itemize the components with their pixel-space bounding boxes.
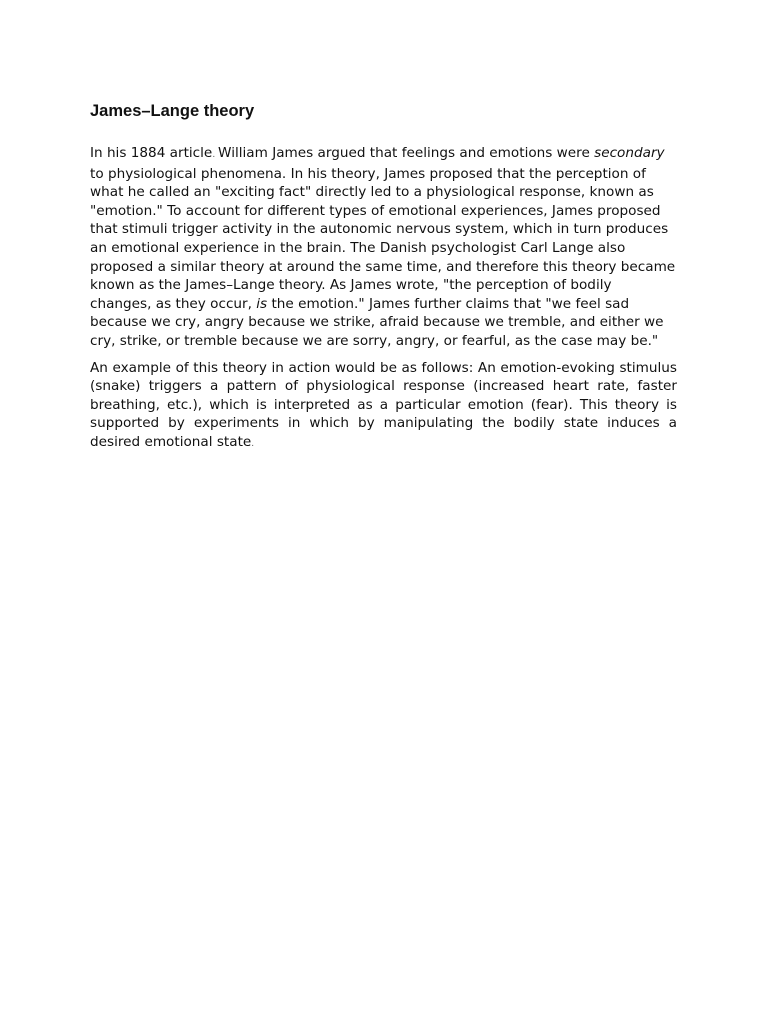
paragraph-2-text: An example of this theory in action would be as follows: An emotion-evoking stimulus (snake) triggers a pattern of physiological response (increased heart rate, faster breathing, etc.), which is interpreted as a particular emotion (fear). This theory is supported by experiments in which by manipulating the bodily state induces a desired emotional state <box>90 359 677 450</box>
paragraph-1-italic-secondary: secondary <box>594 145 665 161</box>
paragraph-1-text-d: the emotion." James further claims that "we feel sad because we cry, angry because we strike, afraid because we tremble, and either we cry, strike, or tremble because we are sorry, angry, or fearful, as the case may be." <box>90 295 664 349</box>
document-body <box>90 100 677 454</box>
paragraph-1-text-c: to physiological phenomena. In his theory, James proposed that the perception of what he called an "exciting fact" directly led to a physiological response, known as "emotion." To account for different types of emotional experiences, James proposed that stimuli trigger activity in the autonomic nervous system, which in turn produces an emotional experience in the brain. The Danish psychologist Carl Lange also proposed a similar theory at around the same time, and therefore this theory became known as the James–Lange theory. As James wrote, "the perception of bodily changes, as they occur, <box>90 165 676 312</box>
paragraph-2-end-dot: . <box>251 438 255 449</box>
paragraph-2 <box>90 359 677 454</box>
document-title: James–Lange theory <box>90 102 255 120</box>
paragraph-1-italic-is: is <box>256 295 268 312</box>
paragraph-1-text-b: William James argued that feelings and emotions were <box>218 145 595 161</box>
paragraph-1-citation-dot: . <box>212 150 219 160</box>
paragraph-1 <box>90 144 677 351</box>
paragraph-1-text-a: In his 1884 article <box>90 145 213 161</box>
